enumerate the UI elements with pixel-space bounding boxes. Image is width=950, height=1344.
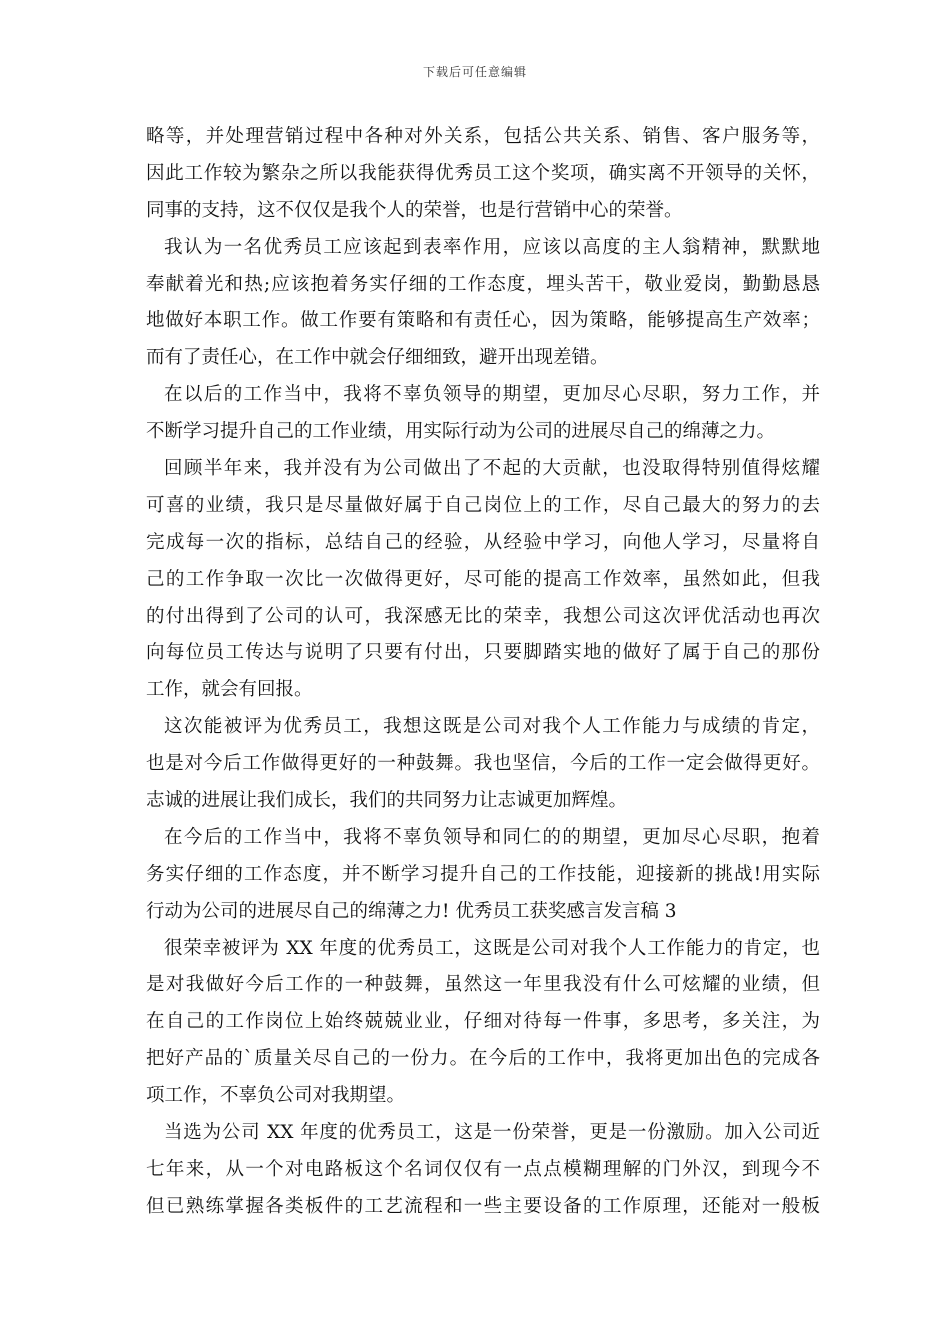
- text-line: 己的工作争取一次比一次做得更好，尽可能的提高工作效率，虽然如此，但我: [146, 568, 820, 590]
- text-line: 在今后的工作当中，我将不辜负领导和同仁的的期望，更加尽心尽职，抱着: [164, 826, 820, 848]
- text-line: 行动为公司的进展尽自己的绵薄之力! 优秀员工获奖感言发言稿 3: [146, 900, 677, 922]
- document-body: [146, 119, 820, 1226]
- text-line: 在自己的工作岗位上始终兢兢业业，仔细对待每一件事，多思考，多关注，为: [146, 1011, 820, 1033]
- text-line: 志诚的进展让我们成长，我们的共同努力让志诚更加辉煌。: [146, 790, 628, 812]
- text-line: 不断学习提升自己的工作业绩，用实际行动为公司的进展尽自己的绵薄之力。: [146, 421, 776, 443]
- text-line: 地做好本职工作。做工作要有策略和有责任心，因为策略，能够提高生产效率；: [146, 310, 820, 332]
- text-line: 是对我做好今后工作的一种鼓舞，虽然这一年里我没有什么可炫耀的业绩，但: [146, 974, 820, 996]
- text-line: 但已熟练掌握各类板件的工艺流程和一些主要设备的工作原理，还能对一般板: [146, 1195, 820, 1217]
- text-line: 也是对今后工作做得更好的一种鼓舞。我也坚信，今后的工作一定会做得更好。: [146, 753, 820, 775]
- text-line: 完成每一次的指标，总结自己的经验，从经验中学习，向他人学习，尽量将自: [146, 531, 820, 553]
- text-line: 同事的支持，这不仅仅是我个人的荣誉，也是行营销中心的荣誉。: [146, 199, 683, 221]
- text-line: 在以后的工作当中，我将不辜负领导的期望，更加尽心尽职，努力工作，并: [164, 384, 820, 406]
- text-line: 务实仔细的工作态度，并不断学习提升自己的工作技能，迎接新的挑战!用实际: [146, 863, 820, 885]
- text-line: 工作，就会有回报。: [146, 679, 313, 701]
- text-line: 很荣幸被评为 XX 年度的优秀员工，这既是公司对我个人工作能力的肯定，也: [164, 937, 820, 959]
- text-line: 因此工作较为繁杂之所以我能获得优秀员工这个奖项，确实离不开领导的关怀，: [146, 162, 820, 184]
- text-line: 项工作，不辜负公司对我期望。: [146, 1085, 406, 1107]
- text-line: 把好产品的`质量关尽自己的一份力。在今后的工作中，我将更加出色的完成各: [146, 1048, 820, 1070]
- text-line: 奉献着光和热;应该抱着务实仔细的工作态度，埋头苦干，敬业爱岗，勤勤恳恳: [146, 273, 820, 295]
- text-line: 而有了责任心，在工作中就会仔细细致，避开出现差错。: [146, 347, 609, 369]
- text-line: 可喜的业绩，我只是尽量做好属于自己岗位上的工作，尽自己最大的努力的去: [146, 494, 820, 516]
- text-line: 略等，并处理营销过程中各种对外关系，包括公共关系、销售、客户服务等，: [146, 126, 820, 147]
- page-header: 下载后可任意编辑: [422, 65, 527, 79]
- text-line: 当选为公司 XX 年度的优秀员工，这是一份荣誉，更是一份激励。加入公司近: [164, 1122, 820, 1144]
- text-line: 这次能被评为优秀员工，我想这既是公司对我个人工作能力与成绩的肯定，: [164, 716, 820, 738]
- text-line: 向每位员工传达与说明了只要有付出，只要脚踏实地的做好了属于自己的那份: [146, 642, 820, 664]
- text-line: 七年来，从一个对电路板这个名词仅仅有一点点模糊理解的门外汉，到现今不: [146, 1158, 820, 1180]
- text-line: 我认为一名优秀员工应该起到表率作用，应该以高度的主人翁精神，默默地: [164, 236, 820, 258]
- text-line: 的付出得到了公司的认可，我深感无比的荣幸，我想公司这次评优活动也再次: [146, 605, 820, 627]
- text-line: 回顾半年来，我并没有为公司做出了不起的大贡献，也没取得特别值得炫耀: [164, 458, 820, 480]
